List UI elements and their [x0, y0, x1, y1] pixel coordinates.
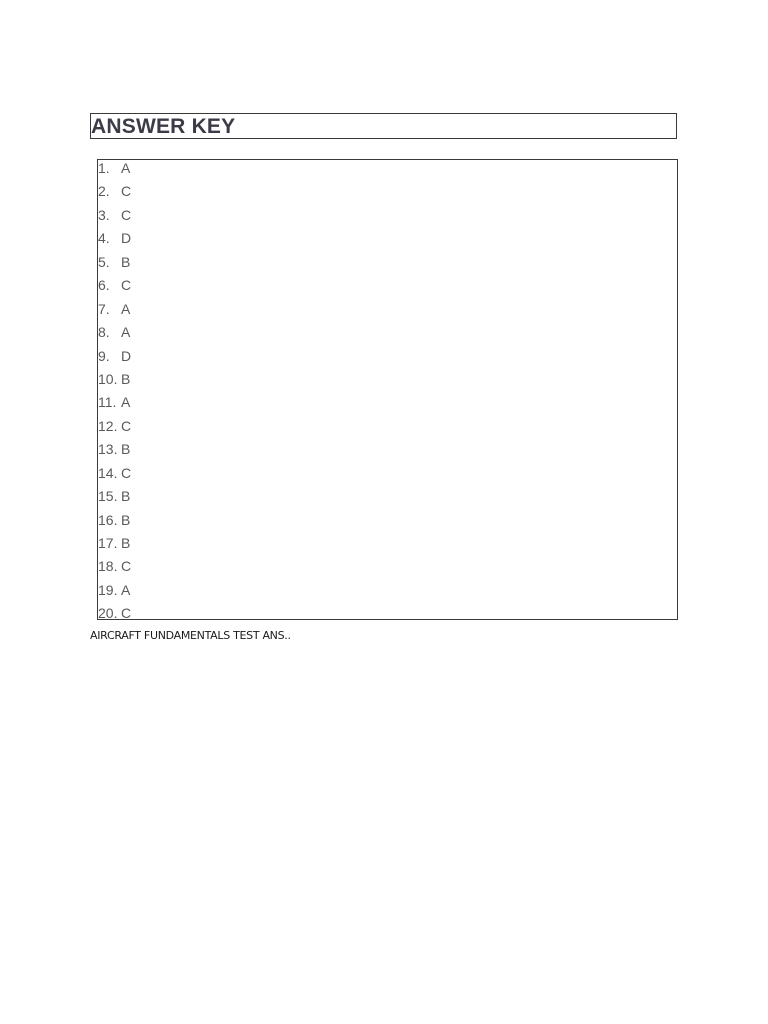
answer-item [98, 485, 131, 508]
answer-letter: B [121, 488, 131, 505]
page-title: ANSWER KEY [91, 115, 236, 138]
answer-item [98, 157, 131, 180]
answer-number: 19. [98, 581, 118, 598]
answer-item [98, 368, 131, 391]
answer-number: 7. [98, 300, 110, 317]
answer-item [98, 345, 131, 368]
answer-number: 18. [98, 558, 118, 575]
answer-number: 9. [98, 347, 110, 364]
answer-item [98, 415, 131, 438]
answer-letter: C [121, 558, 132, 575]
answer-letter: A [121, 300, 131, 317]
answer-letter: D [121, 347, 132, 364]
answer-item [98, 391, 131, 414]
answer-number: 6. [98, 277, 110, 294]
answer-number: 17. [98, 535, 118, 551]
answer-number: 15. [98, 488, 118, 505]
answer-letter: D [121, 230, 132, 247]
answer-number: 8. [98, 324, 110, 341]
answer-item [98, 204, 131, 227]
answer-item [98, 579, 131, 602]
answer-letter: C [121, 605, 132, 622]
answers-box [97, 159, 678, 620]
answer-number: 3. [98, 206, 110, 223]
answer-letter: C [121, 417, 132, 434]
answer-letter: C [121, 277, 132, 294]
answer-letter: B [121, 253, 131, 270]
answer-item [98, 274, 131, 297]
answer-number: 2. [98, 183, 110, 200]
answer-key-header-box [90, 113, 677, 139]
answer-letter: B [121, 441, 131, 458]
answer-item [98, 438, 131, 461]
answer-letter: B [121, 370, 131, 387]
answer-letter: B [121, 511, 131, 528]
answer-item [98, 555, 131, 578]
answer-number: 1. [98, 160, 110, 176]
answer-letter: A [121, 324, 131, 341]
answer-number: 12. [98, 417, 118, 434]
answer-letter: C [121, 183, 132, 200]
answer-letter: C [121, 206, 132, 223]
answer-item [98, 462, 131, 485]
answer-letter: C [121, 464, 132, 481]
answer-item [98, 298, 131, 321]
answers-list [98, 157, 131, 626]
answer-letter: A [121, 394, 131, 411]
answer-number: 13. [98, 441, 118, 458]
answer-item [98, 532, 131, 555]
answer-item [98, 321, 131, 344]
answer-item [98, 227, 131, 250]
answer-item [98, 602, 131, 625]
answer-number: 20. [98, 605, 118, 622]
answer-number: 11. [98, 394, 117, 411]
answer-number: 5. [98, 253, 110, 270]
answer-number: 10. [98, 370, 118, 387]
answer-item [98, 509, 131, 532]
answer-letter: A [121, 581, 131, 598]
answer-number: 16. [98, 511, 118, 528]
answer-item [98, 251, 131, 274]
answer-number: 4. [98, 230, 110, 247]
answer-letter: B [121, 535, 131, 551]
answer-number: 14. [98, 464, 118, 481]
answer-item [98, 180, 131, 203]
answer-letter: A [121, 160, 131, 176]
document-footer-caption: AIRCRAFT FUNDAMENTALS TEST ANS.. [90, 629, 291, 642]
